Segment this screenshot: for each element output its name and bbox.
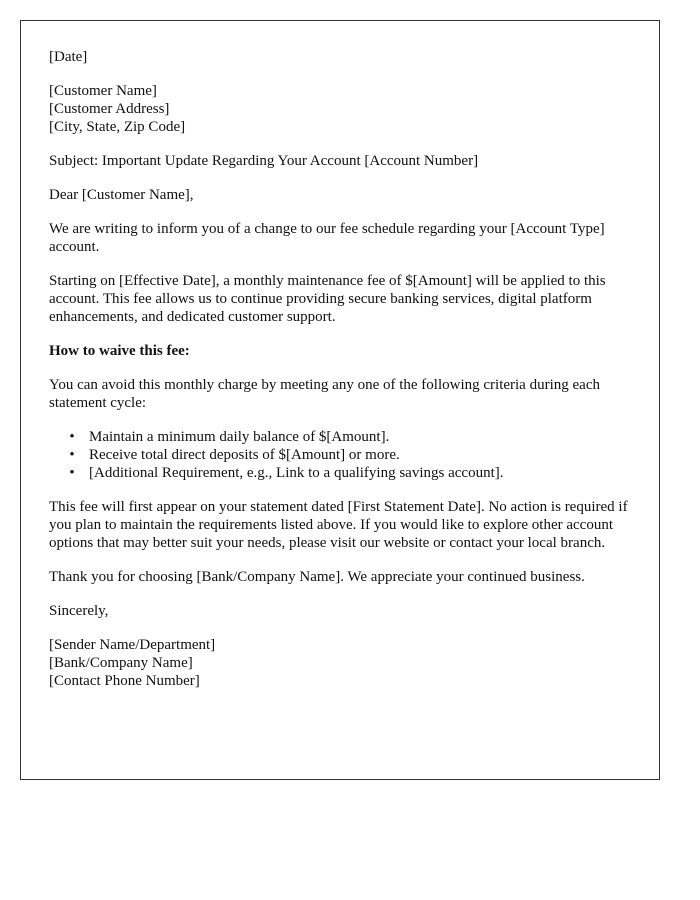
thanks-paragraph: Thank you for choosing [Bank/Company Name]. We appreciate your continued business.	[49, 569, 585, 585]
signature-block	[49, 636, 631, 690]
waiver-intro-paragraph: You can avoid this monthly charge by meeting any one of the following criteria during each statement cycle:	[49, 377, 600, 411]
criteria-text: [Additional Requirement, e.g., Link to a qualifying savings account].	[89, 465, 504, 481]
bullet-icon: •	[69, 447, 75, 463]
recipient-city-state-zip: [City, State, Zip Code]	[49, 119, 186, 135]
letter-page	[20, 20, 660, 780]
bullet-icon: •	[69, 429, 75, 445]
recipient-address: [Customer Address]	[49, 101, 170, 117]
list-item	[69, 428, 631, 446]
waiver-heading: How to waive this fee:	[49, 343, 190, 359]
sender-name: [Sender Name/Department]	[49, 637, 216, 653]
letter-salutation: Dear [Customer Name],	[49, 187, 194, 203]
letter-subject: Subject: Important Update Regarding Your Account [Account Number]	[49, 153, 479, 169]
letter-date: [Date]	[49, 49, 88, 65]
list-item	[69, 464, 631, 482]
intro-paragraph: We are writing to inform you of a change to our fee schedule regarding your [Account Type] account.	[49, 221, 605, 255]
criteria-text: Maintain a minimum daily balance of $[Amount].	[89, 429, 390, 445]
recipient-address-block	[49, 82, 631, 136]
recipient-name: [Customer Name]	[49, 83, 157, 99]
bullet-icon: •	[69, 465, 75, 481]
sender-phone: [Contact Phone Number]	[49, 673, 200, 689]
fee-details-paragraph: Starting on [Effective Date], a monthly maintenance fee of $[Amount] will be applied to this account. This fee allows us to continue providing secure banking services, digital platform enhancements, and dedicated customer support.	[49, 273, 606, 325]
sender-company: [Bank/Company Name]	[49, 655, 193, 671]
list-item	[69, 446, 631, 464]
criteria-text: Receive total direct deposits of $[Amount] or more.	[89, 447, 400, 463]
waiver-criteria-list	[49, 428, 631, 482]
statement-notice-paragraph: This fee will first appear on your statement dated [First Statement Date]. No action is required if you plan to maintain the requirements listed above. If you would like to explore other account options that may better suit your needs, please visit our website or contact your local branch.	[49, 499, 628, 551]
letter-closing: Sincerely,	[49, 603, 109, 619]
